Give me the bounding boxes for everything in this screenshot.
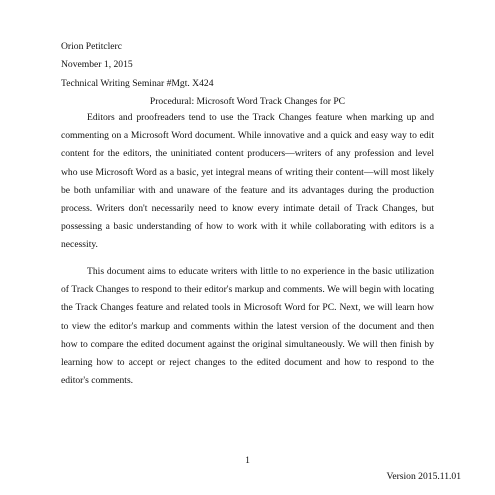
document-title: Procedural: Microsoft Word Track Changes for PC: [149, 96, 346, 107]
version-label: Version 2015.11.01: [386, 471, 461, 482]
body-paragraph-1: Editors and proofreaders tend to use the Track Changes feature when marking up and commenting on a Microsoft Word document. While innovative and a quick and easy way to edit content for the editors, the uninitiated content producers—writers of any profession and level who use Microsoft Word as a basic, yet integral means of writing their content—will most likely be both unfamiliar with and unaware of the feature and its advantages during the production process. Writers don't necessarily need to know every intimate detail of Track Changes, but possessing a basic understanding of how to work with it while collaborating with editors is a necessity.: [61, 112, 434, 251]
body-paragraph-2: This document aims to educate writers with little to no experience in the basic utilization of Track Changes to respond to their editor's markup and comments. We will begin with locating the Track Changes feature and related tools in Microsoft Word for PC. Next, we will learn how to view the editor's markup and comments within the latest version of the document and then how to compare the edited document against the original simultaneously. We will then finish by learning how to accept or reject changes to the edited document and how to respond to the editor's comments.: [61, 266, 434, 387]
course-name: Technical Writing Seminar #Mgt. X424: [61, 78, 214, 89]
author-name: Orion Petitclerc: [61, 41, 123, 52]
page-number: 1: [245, 455, 250, 466]
document-date: November 1, 2015: [61, 59, 133, 70]
